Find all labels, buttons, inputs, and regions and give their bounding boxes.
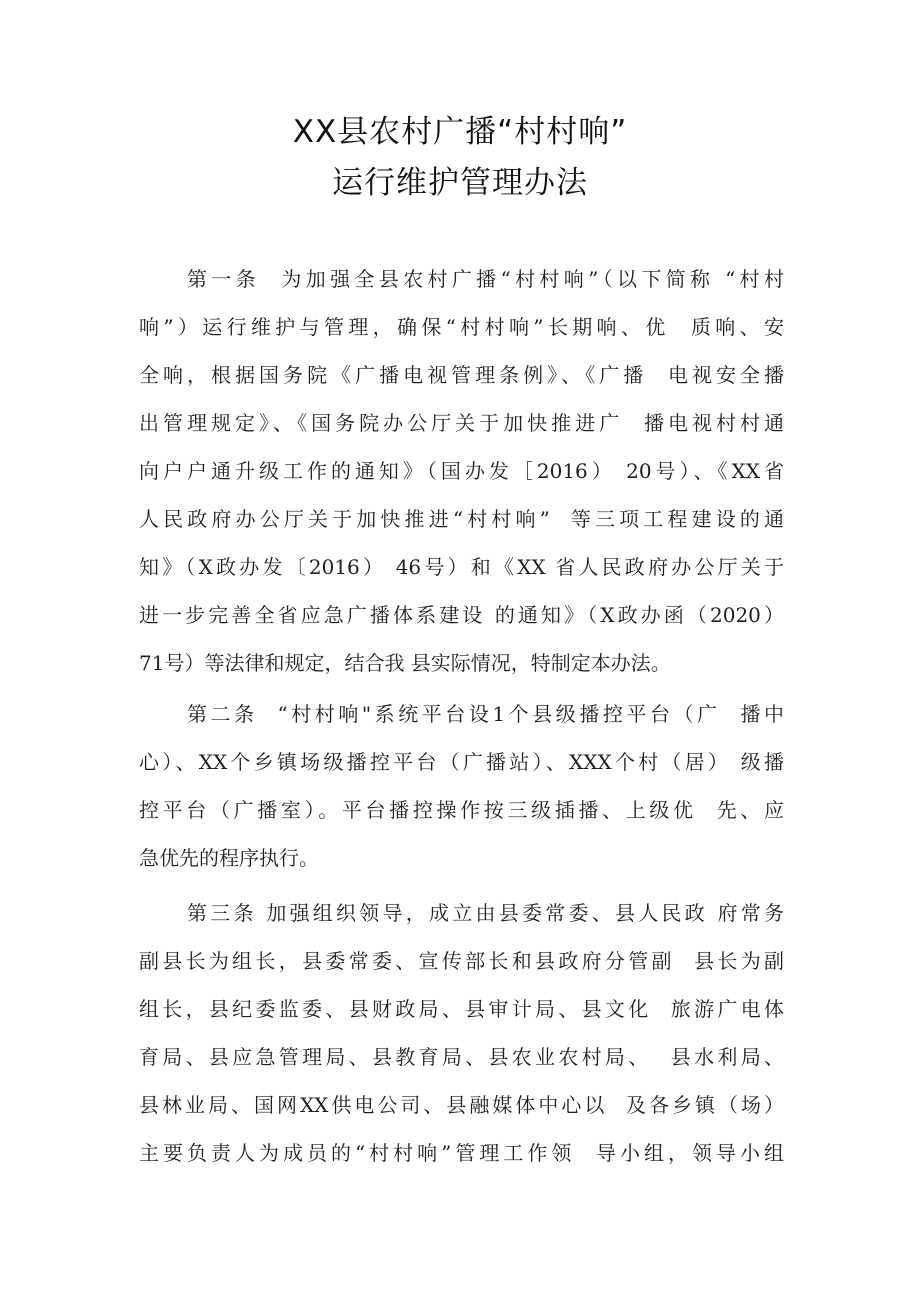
article-1-line: 向户户通升级工作的通知》（国办发［2016） 20号）、《XX省 [139, 459, 784, 483]
article-1-line: 全响，根据国务院《广播电视管理条例》、《广播 电视安全播 [139, 363, 784, 387]
article-1-line: 响”）运行维护与管理，确保“村村响”长期响、优 质响、安 [139, 315, 784, 339]
article-2-line: 急优先的程序执行。 [139, 846, 319, 870]
article-2-line: 心）、XX个乡镇场级播控平台（广播站）、XXX个村（居） 级播 [139, 750, 784, 774]
article-1-line: 出管理规定》、《国务院办公厅关于加快推进广 播电视村村通 [139, 411, 784, 435]
article-1-line: 第一条 为加强全县农村广播“村村响”（以下简称 “村村 [187, 267, 784, 291]
document-title-line-1: XX县农村广播“村村响” [292, 114, 628, 150]
article-3-line: 县林业局、国网XX供电公司、县融媒体中心以 及各乡镇（场） [139, 1093, 784, 1117]
article-3-line: 主要负责人为成员的“村村响”管理工作领 导小组，领导小组 [139, 1141, 784, 1165]
article-3-line: 组长，县纪委监委、县财政局、县审计局、县文化 旅游广电体 [139, 997, 784, 1021]
document-title-line-2: 运行维护管理办法 [332, 165, 588, 201]
article-1-line: 进一步完善全省应急广播体系建设 的通知》（X政办函（2020） [139, 603, 784, 627]
article-2-line: 第二条 “村村响"系统平台设1个县级播控平台（广 播中 [187, 702, 784, 726]
article-3-line: 副县长为组长，县委常委、宣传部长和县政府分管副 县长为副 [139, 949, 784, 973]
article-1-line: 人民政府办公厅关于加快推进“村村响” 等三项工程建设的通 [139, 507, 784, 531]
article-3-line: 育局、县应急管理局、县教育局、县农业农村局、 县水利局、 [139, 1045, 784, 1069]
article-3-line: 第三条 加强组织领导，成立由县委常委、县人民政 府常务 [187, 901, 784, 925]
article-1-line: 71号）等法律和规定，结合我 县实际情况，特制定本办法。 [139, 651, 671, 675]
article-2-line: 控平台（广播室）。平台播控操作按三级插播、上级优 先、应 [139, 798, 784, 822]
article-1-line: 知》（X政办发〔2016） 46号）和《XX 省人民政府办公厅关于 [139, 555, 784, 579]
